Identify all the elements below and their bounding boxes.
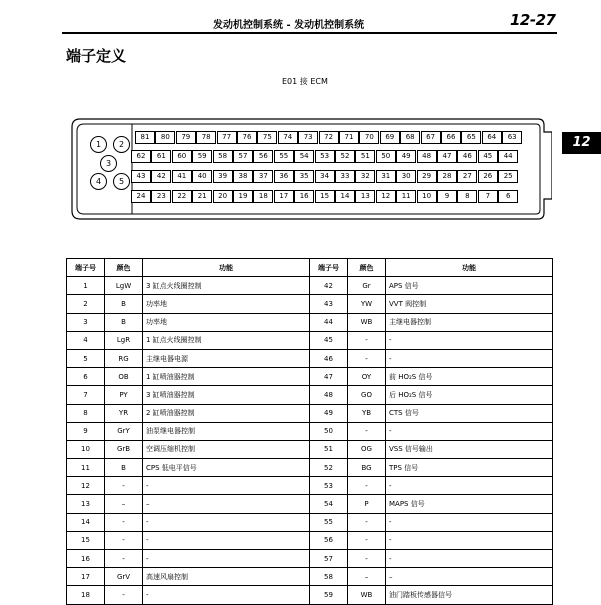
connector-pin-58: 58 (213, 150, 233, 163)
color-cell: - (348, 550, 386, 568)
terminal-cell: 13 (67, 495, 105, 513)
connector-pin-77: 77 (217, 131, 237, 144)
connector-pin-72: 72 (319, 131, 339, 144)
connector-pin-31: 31 (376, 170, 396, 183)
function-cell: - (143, 477, 310, 495)
terminal-cell: 50 (310, 422, 348, 440)
chapter-tab: 12 (562, 132, 601, 154)
terminal-cell: 10 (67, 440, 105, 458)
function-cell: CTS 信号 (386, 404, 553, 422)
connector-pin-28: 28 (437, 170, 457, 183)
connector-pin-71: 71 (339, 131, 359, 144)
terminal-cell: 47 (310, 368, 348, 386)
col-header-color: 颜色 (105, 259, 143, 277)
color-cell: YB (348, 404, 386, 422)
connector-pin-75: 75 (257, 131, 277, 144)
table-row (67, 295, 553, 313)
color-cell: Gr (348, 277, 386, 295)
header-title: 发动机控制系统 - 发动机控制系统 (213, 20, 365, 31)
color-cell: WB (348, 586, 386, 604)
connector-pin-33: 33 (335, 170, 355, 183)
color-cell: GO (348, 386, 386, 404)
connector-pin-55: 55 (274, 150, 294, 163)
function-cell: - (386, 531, 553, 549)
color-cell: - (348, 422, 386, 440)
color-cell: B (105, 313, 143, 331)
function-cell: 空调压缩机控制 (143, 440, 310, 458)
terminal-cell: 18 (67, 586, 105, 604)
terminal-cell: 49 (310, 404, 348, 422)
connector-pin-18: 18 (253, 190, 273, 203)
table-row (67, 349, 553, 367)
connector-pin-61: 61 (151, 150, 171, 163)
color-cell: BG (348, 459, 386, 477)
terminal-cell: 3 (67, 313, 105, 331)
connector-pin-17: 17 (274, 190, 294, 203)
connector-pin-49: 49 (396, 150, 416, 163)
color-cell: WB (348, 313, 386, 331)
function-cell: - (386, 550, 553, 568)
connector-pin-50: 50 (376, 150, 396, 163)
connector-pin-66: 66 (441, 131, 461, 144)
connector-pin-32: 32 (355, 170, 375, 183)
table-row (67, 331, 553, 349)
connector-pin-52: 52 (335, 150, 355, 163)
connector-pin-27: 27 (457, 170, 477, 183)
color-cell: - (105, 513, 143, 531)
connector-pin-19: 19 (233, 190, 253, 203)
function-cell: 油泵继电器控制 (143, 422, 310, 440)
terminal-cell: 42 (310, 277, 348, 295)
table-header-row (67, 259, 553, 277)
color-cell: - (348, 531, 386, 549)
connector-pin-51: 51 (355, 150, 375, 163)
col-header-color-2: 颜色 (348, 259, 386, 277)
connector-pin-30: 30 (396, 170, 416, 183)
table-row (67, 550, 553, 568)
color-cell: LgW (105, 277, 143, 295)
connector-pin-69: 69 (380, 131, 400, 144)
connector-pin-15: 15 (315, 190, 335, 203)
connector-pin-79: 79 (176, 131, 196, 144)
terminal-cell: 9 (67, 422, 105, 440)
table-row (67, 459, 553, 477)
connector-pin-37: 37 (253, 170, 273, 183)
table-row (67, 568, 553, 586)
function-cell: 前 HO₂S 信号 (386, 368, 553, 386)
function-cell: 高速风扇控制 (143, 568, 310, 586)
connector-pin-13: 13 (355, 190, 375, 203)
connector-pin-25: 25 (498, 170, 518, 183)
header-rule (62, 32, 557, 34)
connector-pin-3: 3 (100, 155, 117, 172)
table-row (67, 368, 553, 386)
terminal-cell: 52 (310, 459, 348, 477)
connector-diagram (70, 115, 552, 221)
color-cell: - (105, 477, 143, 495)
connector-pin-35: 35 (294, 170, 314, 183)
function-cell: - (386, 349, 553, 367)
terminal-cell: 46 (310, 349, 348, 367)
connector-pin-44: 44 (498, 150, 518, 163)
color-cell: PY (105, 386, 143, 404)
color-cell: YR (105, 404, 143, 422)
function-cell: - (386, 477, 553, 495)
connector-pin-2: 2 (113, 136, 130, 153)
connector-pin-16: 16 (294, 190, 314, 203)
terminal-cell: 6 (67, 368, 105, 386)
terminal-cell: 14 (67, 513, 105, 531)
function-cell: VVT 阀控制 (386, 295, 553, 313)
terminal-table (66, 258, 553, 605)
color-cell: YW (348, 295, 386, 313)
connector-pin-67: 67 (421, 131, 441, 144)
table-row (67, 422, 553, 440)
function-cell: - (143, 550, 310, 568)
col-header-terminal: 端子号 (67, 259, 105, 277)
terminal-cell: 8 (67, 404, 105, 422)
table-row (67, 313, 553, 331)
function-cell: TPS 信号 (386, 459, 553, 477)
terminal-cell: 5 (67, 349, 105, 367)
table-row (67, 586, 553, 604)
table-row (67, 513, 553, 531)
function-cell: CPS 低电平信号 (143, 459, 310, 477)
connector-pin-4: 4 (90, 173, 107, 190)
function-cell: 1 缸点火线圈控制 (143, 331, 310, 349)
section-title: 端子定义 (66, 47, 127, 65)
function-cell: - (143, 513, 310, 531)
terminal-cell: 45 (310, 331, 348, 349)
connector-pin-81: 81 (135, 131, 155, 144)
connector-pin-60: 60 (172, 150, 192, 163)
connector-pin-9: 9 (437, 190, 457, 203)
table-row (67, 404, 553, 422)
function-cell: 主继电器电源 (143, 349, 310, 367)
connector-pin-63: 63 (502, 131, 522, 144)
connector-pin-1: 1 (90, 136, 107, 153)
connector-pin-20: 20 (213, 190, 233, 203)
col-header-terminal-2: 端子号 (310, 259, 348, 277)
function-cell: 油门踏板传感器信号 (386, 586, 553, 604)
function-cell: - (143, 531, 310, 549)
color-cell: LgR (105, 331, 143, 349)
function-cell: MAPS 信号 (386, 495, 553, 513)
function-cell: - (386, 513, 553, 531)
function-cell: - (386, 331, 553, 349)
connector-pin-54: 54 (294, 150, 314, 163)
connector-pin-70: 70 (359, 131, 379, 144)
terminal-cell: 54 (310, 495, 348, 513)
connector-pin-6: 6 (498, 190, 518, 203)
connector-pin-43: 43 (131, 170, 151, 183)
connector-pin-68: 68 (400, 131, 420, 144)
color-cell: GrB (105, 440, 143, 458)
terminal-cell: 12 (67, 477, 105, 495)
connector-pin-10: 10 (417, 190, 437, 203)
terminal-cell: 51 (310, 440, 348, 458)
connector-pin-42: 42 (151, 170, 171, 183)
connector-pin-74: 74 (278, 131, 298, 144)
terminal-cell: 17 (67, 568, 105, 586)
connector-pin-47: 47 (437, 150, 457, 163)
connector-pin-59: 59 (192, 150, 212, 163)
terminal-cell: 7 (67, 386, 105, 404)
connector-label: E01 接 ECM (282, 77, 328, 86)
terminal-cell: 43 (310, 295, 348, 313)
color-cell: OB (105, 368, 143, 386)
connector-pin-80: 80 (155, 131, 175, 144)
color-cell: B (105, 459, 143, 477)
color-cell: - (105, 531, 143, 549)
function-cell: - (143, 586, 310, 604)
color-cell: - (348, 331, 386, 349)
col-header-function: 功能 (143, 259, 310, 277)
terminal-cell: 57 (310, 550, 348, 568)
terminal-cell: 1 (67, 277, 105, 295)
terminal-cell: 56 (310, 531, 348, 549)
function-cell: 主继电器控制 (386, 313, 553, 331)
color-cell: - (105, 550, 143, 568)
terminal-cell: 16 (67, 550, 105, 568)
connector-pin-65: 65 (461, 131, 481, 144)
function-cell: VSS 信号输出 (386, 440, 553, 458)
terminal-cell: 11 (67, 459, 105, 477)
connector-pin-48: 48 (417, 150, 437, 163)
connector-pin-57: 57 (233, 150, 253, 163)
connector-pin-7: 7 (478, 190, 498, 203)
terminal-cell: 2 (67, 295, 105, 313)
connector-pin-14: 14 (335, 190, 355, 203)
function-cell: 功率地 (143, 313, 310, 331)
table-row (67, 531, 553, 549)
connector-pin-73: 73 (298, 131, 318, 144)
terminal-cell: 59 (310, 586, 348, 604)
connector-pin-62: 62 (131, 150, 151, 163)
function-cell: – (143, 495, 310, 513)
table-row (67, 495, 553, 513)
function-cell: 3 缸点火线圈控制 (143, 277, 310, 295)
color-cell: OY (348, 368, 386, 386)
function-cell: 3 缸喷油器控制 (143, 386, 310, 404)
page-number: 12-27 (510, 11, 556, 29)
color-cell: GrY (105, 422, 143, 440)
connector-pin-41: 41 (172, 170, 192, 183)
function-cell: 功率地 (143, 295, 310, 313)
page-header (0, 0, 601, 36)
color-cell: P (348, 495, 386, 513)
connector-pin-21: 21 (192, 190, 212, 203)
connector-pin-64: 64 (482, 131, 502, 144)
color-cell: RG (105, 349, 143, 367)
connector-pin-8: 8 (457, 190, 477, 203)
connector-pin-11: 11 (396, 190, 416, 203)
color-cell: OG (348, 440, 386, 458)
terminal-cell: 48 (310, 386, 348, 404)
color-cell: - (348, 477, 386, 495)
connector-pin-78: 78 (196, 131, 216, 144)
connector-pin-34: 34 (315, 170, 335, 183)
connector-pin-36: 36 (274, 170, 294, 183)
color-cell: – (348, 568, 386, 586)
connector-pin-24: 24 (131, 190, 151, 203)
table-row (67, 386, 553, 404)
connector-pin-22: 22 (172, 190, 192, 203)
terminal-cell: 58 (310, 568, 348, 586)
function-cell: - (386, 422, 553, 440)
table-row (67, 477, 553, 495)
connector-pin-29: 29 (417, 170, 437, 183)
connector-pin-40: 40 (192, 170, 212, 183)
terminal-cell: 15 (67, 531, 105, 549)
connector-pin-5: 5 (113, 173, 130, 190)
table-row (67, 277, 553, 295)
connector-pin-26: 26 (478, 170, 498, 183)
connector-pin-45: 45 (478, 150, 498, 163)
connector-pin-53: 53 (315, 150, 335, 163)
terminal-cell: 44 (310, 313, 348, 331)
table-row (67, 440, 553, 458)
function-cell: – (386, 568, 553, 586)
function-cell: APS 信号 (386, 277, 553, 295)
connector-pin-12: 12 (376, 190, 396, 203)
terminal-cell: 4 (67, 331, 105, 349)
connector-pin-23: 23 (151, 190, 171, 203)
function-cell: 2 缸喷油器控制 (143, 404, 310, 422)
terminal-cell: 53 (310, 477, 348, 495)
color-cell: - (348, 513, 386, 531)
connector-pin-76: 76 (237, 131, 257, 144)
color-cell: – (105, 495, 143, 513)
connector-pin-56: 56 (253, 150, 273, 163)
function-cell: 后 HO₂S 信号 (386, 386, 553, 404)
connector-pin-39: 39 (213, 170, 233, 183)
function-cell: 1 缸喷油器控制 (143, 368, 310, 386)
col-header-function-2: 功能 (386, 259, 553, 277)
connector-pin-38: 38 (233, 170, 253, 183)
color-cell: GrV (105, 568, 143, 586)
color-cell: - (348, 349, 386, 367)
color-cell: - (105, 586, 143, 604)
terminal-cell: 55 (310, 513, 348, 531)
connector-pin-46: 46 (457, 150, 477, 163)
color-cell: B (105, 295, 143, 313)
